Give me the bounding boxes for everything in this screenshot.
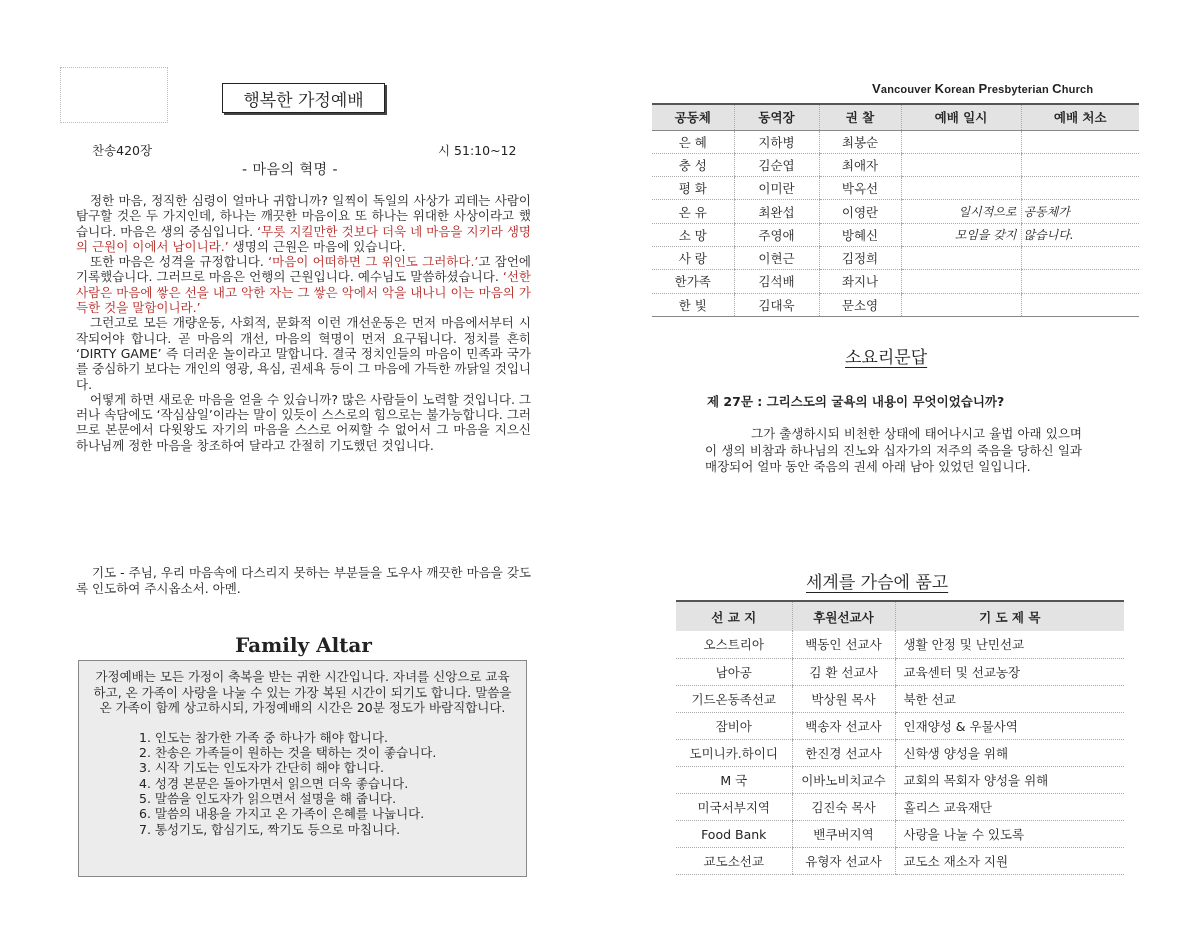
table-row	[652, 223, 1139, 246]
mission-title: 세계를 가슴에 품고	[806, 573, 949, 593]
table-row	[652, 153, 1139, 176]
table-cell: 도미니카.하이디	[676, 739, 792, 766]
table-cell: 김정희	[819, 246, 901, 269]
table-cell: 최애자	[819, 153, 901, 176]
table-cell: 생활 안정 및 난민선교	[895, 631, 1124, 658]
family-altar-title: Family Altar	[235, 633, 372, 657]
table-row	[652, 246, 1139, 269]
table-cell: 김석배	[734, 270, 819, 293]
initial: K	[934, 81, 945, 96]
image-placeholder-box	[60, 67, 168, 123]
table-row	[676, 848, 1124, 875]
table-cell: 문소영	[819, 293, 901, 316]
table-cell: 김 환 선교사	[792, 658, 895, 685]
initial: P	[978, 81, 988, 96]
table-cell	[901, 177, 1021, 200]
column-header: 선 교 지	[676, 601, 792, 631]
table-cell: 오스트리아	[676, 631, 792, 658]
rule-item: 4. 성경 본문은 돌아가면서 읽으면 더욱 좋습니다.	[139, 775, 409, 791]
sermon-body	[76, 193, 531, 453]
table-cell	[1021, 153, 1139, 176]
column-header: 공동체	[652, 104, 734, 130]
table-cell: 이미란	[734, 177, 819, 200]
scripture-quote: ‘무릇 지킬만한 것보다 더욱 네 마음을 지키라 생명의 근원이 이에서 남이니라.’	[76, 223, 531, 254]
table-cell: 교육센터 및 선교농장	[895, 658, 1124, 685]
column-header: 권 찰	[819, 104, 901, 130]
table-cell: 지하병	[734, 130, 819, 153]
rule-item: 2. 찬송은 가족들이 원하는 것을 택하는 것이 좋습니다.	[139, 745, 437, 761]
word: orean	[944, 84, 976, 96]
table-cell: 이현근	[734, 246, 819, 269]
table-cell: 백송자 선교사	[792, 712, 895, 739]
word: ancouver	[880, 84, 932, 96]
text-run: 고 잠언에 기록했습니다. 그러므로 마음은 언행의 근원입니다. 예수님도 말씀하셨습니다.	[76, 254, 532, 285]
table-cell: 유형자 선교사	[792, 848, 895, 875]
table-cell: 김대욱	[734, 293, 819, 316]
table-cell: M 국	[676, 766, 792, 793]
text-run: 정한 마음, 정직한 심령이 얼마나 귀합니까? 일찍이 독일의 사상가 괴테는 사람이 탐구할 것은 두 가지인데, 하나는 깨끗한 마음이요 또 하나는 위대한 사상이라고 했습니다. 마음은 생의 중심입니다.	[76, 193, 531, 239]
catechism-title: 소요리문답	[845, 348, 928, 368]
table-header-row	[676, 601, 1124, 631]
table-row	[676, 685, 1124, 712]
community-table	[652, 103, 1139, 317]
table-cell	[1021, 246, 1139, 269]
scripture-quote: ‘선한 사람은 마음에 쌓은 선을 내고 악한 자는 그 쌓은 악에서 악을 내나니 이는 마음의 가득한 것을 말함이니라.’	[76, 269, 531, 316]
sermon-paragraph: 어떻게 하면 새로운 마음을 얻을 수 있습니까? 많은 사람들이 노력할 것입니다. 그러나 속담에도 ‘작심삼일’이라는 말이 있듯이 스스로의 힘으로는 불가능합니다. 그러므로 본문에서 다윗왕도 자기의 마음을 스스로 어찌할 수 없어서 그 마음을 지으신 하나님께 정한 마음을 창조하여 달라고 간절히 기도했던 것입니다.	[76, 391, 531, 453]
table-cell	[901, 130, 1021, 153]
table-cell	[1021, 130, 1139, 153]
rule-item: 3. 시작 기도는 인도자가 간단히 해야 합니다.	[139, 760, 385, 776]
catechism-answer: 그가 출생하시되 비천한 상태에 태어나시고 율법 아래 있으며 이 생의 비참과 하나님의 진노와 십자가의 저주의 죽음을 당하신 일과 매장되어 얼마 동안 죽음의 권세 아래 남아 있었던 일입니다.	[705, 426, 1082, 474]
word: hurch	[1061, 84, 1094, 96]
table-cell: 충 성	[652, 153, 734, 176]
devotion-title: 행복한 가정예배	[222, 83, 385, 113]
table-cell: 잠비아	[676, 712, 792, 739]
rule-item: 5. 말씀을 인도자가 읽으면서 설명을 해 줍니다.	[139, 790, 397, 806]
table-cell: 주영애	[734, 223, 819, 246]
table-cell: 이바노비치교수	[792, 766, 895, 793]
initial: V	[872, 81, 881, 96]
table-header-row	[652, 104, 1139, 130]
table-cell: 온 유	[652, 200, 734, 223]
table-row	[676, 631, 1124, 658]
table-cell: 공동체가	[1021, 200, 1139, 223]
table-cell: 박상원 목사	[792, 685, 895, 712]
column-header: 예배 일시	[901, 104, 1021, 130]
table-cell: 교도소선교	[676, 848, 792, 875]
text-run: 또한 마음은 성격을 규정합니다.	[90, 254, 269, 270]
table-cell: 소 망	[652, 223, 734, 246]
family-altar-box	[78, 660, 527, 877]
rule-item: 7. 통성기도, 합심기도, 짝기도 등으로 마칩니다.	[139, 821, 401, 837]
table-cell: 교도소 재소자 지원	[895, 848, 1124, 875]
catechism-question: 제 27문 : 그리스도의 굴욕의 내용이 무엇이었습니까?	[707, 394, 1005, 409]
table-cell: 북한 선교	[895, 685, 1124, 712]
table-cell	[901, 293, 1021, 316]
table-cell: 한 빛	[652, 293, 734, 316]
table-cell: 평 화	[652, 177, 734, 200]
table-cell	[1021, 177, 1139, 200]
table-cell	[901, 270, 1021, 293]
table-cell: 이영란	[819, 200, 901, 223]
sermon-paragraph	[76, 254, 531, 315]
table-cell: 사랑을 나눌 수 있도록	[895, 821, 1124, 848]
table-cell: 한가족	[652, 270, 734, 293]
table-row	[676, 658, 1124, 685]
initial: C	[1052, 81, 1062, 96]
table-row	[676, 794, 1124, 821]
column-header: 후원선교사	[792, 601, 895, 631]
table-cell: 박옥선	[819, 177, 901, 200]
table-cell: 일시적으로	[901, 200, 1021, 223]
sermon-paragraph	[76, 193, 531, 254]
table-cell: 않습니다.	[1021, 223, 1139, 246]
column-header: 동역장	[734, 104, 819, 130]
table-cell: 김진숙 목사	[792, 794, 895, 821]
table-cell: 교회의 목회자 양성을 위해	[895, 766, 1124, 793]
closing-prayer: 기도 - 주님, 우리 마음속에 다스리지 못하는 부분들을 도우사 깨끗한 마음을 갖도록 인도하여 주시옵소서. 아멘.	[76, 565, 531, 596]
scripture-quote: ‘마음이 어떠하면 그 위인도 그러하다.’	[268, 254, 479, 270]
column-header: 예배 처소	[1021, 104, 1139, 130]
table-cell	[1021, 270, 1139, 293]
table-row	[676, 821, 1124, 848]
table-cell: 한진경 선교사	[792, 739, 895, 766]
table-row	[652, 177, 1139, 200]
table-row	[676, 712, 1124, 739]
table-cell: Food Bank	[676, 821, 792, 848]
table-cell	[901, 246, 1021, 269]
table-cell	[901, 153, 1021, 176]
table-cell: 좌지나	[819, 270, 901, 293]
table-row	[652, 293, 1139, 316]
table-cell: 사 랑	[652, 246, 734, 269]
family-altar-intro: 가정예배는 모든 가정이 축복을 받는 귀한 시간입니다. 자녀를 신앙으로 교육 하고, 온 가족이 사랑을 나눌 수 있는 가장 복된 시간이 되기도 합니다. 말씀을 온 가족이 함께 상고하시되, 가정예배의 시간은 20분 정도가 바람직합니다.	[93, 669, 512, 716]
table-row	[676, 739, 1124, 766]
table-row	[652, 270, 1139, 293]
table-cell: 최봉순	[819, 130, 901, 153]
table-cell: 신학생 양성을 위해	[895, 739, 1124, 766]
table-cell	[1021, 293, 1139, 316]
table-row	[676, 766, 1124, 793]
table-cell: 미국서부지역	[676, 794, 792, 821]
table-cell: 인재양성 & 우물사역	[895, 712, 1124, 739]
table-cell: 김순엽	[734, 153, 819, 176]
rule-item: 1. 인도는 참가한 가족 중 하나가 해야 합니다.	[139, 729, 388, 745]
table-cell: 백동인 선교사	[792, 631, 895, 658]
sermon-title: - 마음의 혁명 -	[242, 162, 339, 178]
word: resbyterian	[987, 84, 1049, 96]
table-cell: 밴쿠버지역	[792, 821, 895, 848]
table-cell: 모임을 갖지	[901, 223, 1021, 246]
table-cell: 홀리스 교육재단	[895, 794, 1124, 821]
table-cell: 기드온동족선교	[676, 685, 792, 712]
scripture-reference: 시 51:10~12	[438, 143, 517, 158]
church-name	[872, 81, 1093, 96]
column-header: 기 도 제 목	[895, 601, 1124, 631]
mission-table	[676, 600, 1124, 875]
table-row	[652, 130, 1139, 153]
table-cell: 최완섭	[734, 200, 819, 223]
text-run: 생명의 근원은 마음에 있습니다.	[228, 238, 406, 254]
table-cell: 방혜신	[819, 223, 901, 246]
family-altar-rules	[93, 730, 512, 837]
table-cell: 남아공	[676, 658, 792, 685]
hymn-number: 찬송420장	[92, 143, 153, 158]
sermon-paragraph: 그런고로 모든 개량운동, 사회적, 문화적 이런 개선운동은 먼저 마음에서부터 시작되어야 합니다. 곧 마음의 개선, 마음의 혁명이 먼저 요구됩니다. 정치를 흔히 ‘DIRTY GAME’ 즉 더러운 놀이라고 말합니다. 결국 정치인들의 마음이 민족과 국가를 중심하기 보다는 개인의 영광, 욕심, 권세욕 등이 그 마음에 가득한 까닭일 것입니다.	[76, 315, 531, 392]
table-cell: 은 혜	[652, 130, 734, 153]
table-row	[652, 200, 1139, 223]
rule-item: 6. 말씀의 내용을 가지고 온 가족이 은혜를 나눕니다.	[139, 806, 425, 822]
